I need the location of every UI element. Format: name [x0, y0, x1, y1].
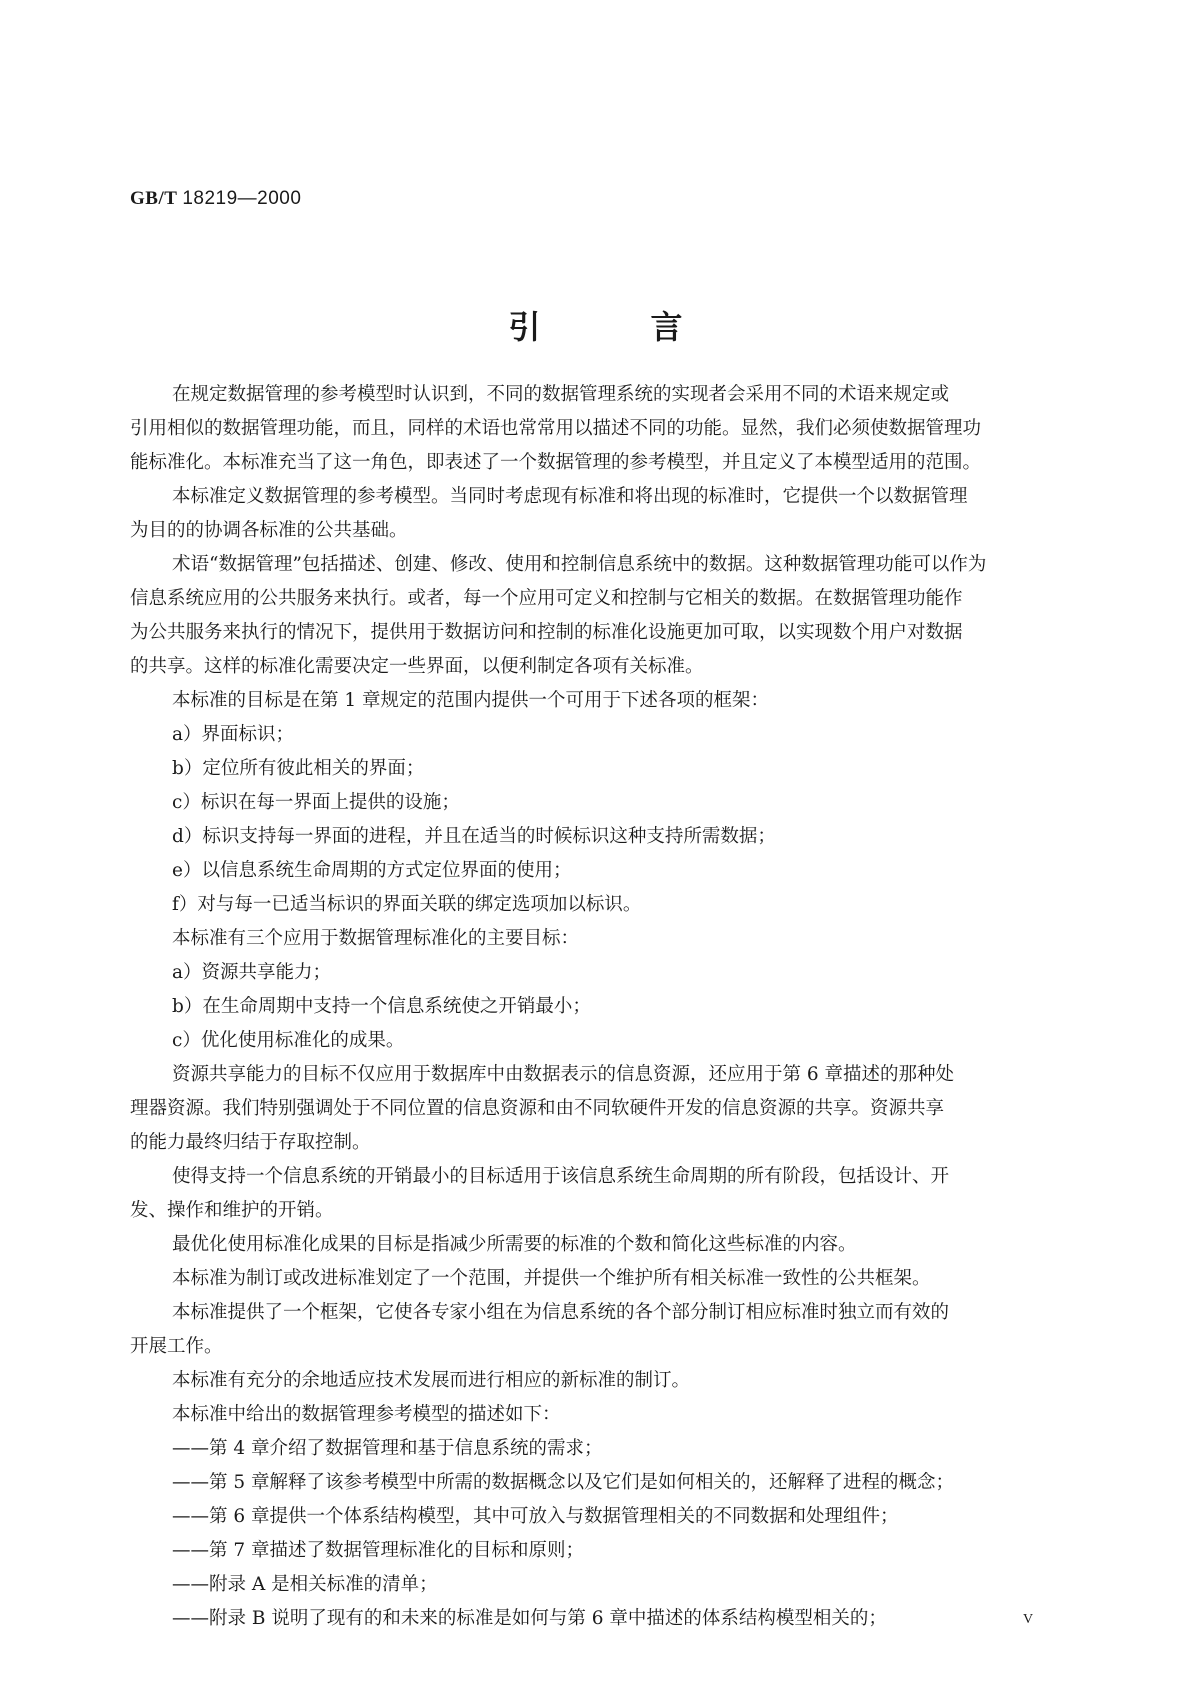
text-line: 本标准的目标是在第 1 章规定的范围内提供一个可用于下述各项的框架：: [172, 690, 770, 711]
body-text: [130, 378, 1060, 1636]
text-line: 本标准定义数据管理的参考模型。当同时考虑现有标准和将出现的标准时，它提供一个以数据管理: [172, 486, 968, 507]
text-line: c）标识在每一界面上提供的设施；: [172, 792, 460, 813]
text-line: 本标准有充分的余地适应技术发展而进行相应的新标准的制订。: [172, 1370, 691, 1391]
text-line: 本标准中给出的数据管理参考模型的描述如下：: [172, 1404, 561, 1425]
text-line: 本标准提供了一个框架，它使各专家小组在为信息系统的各个部分制订相应标准时独立而有效的: [172, 1302, 950, 1323]
text-line: 本标准有三个应用于数据管理标准化的主要目标：: [172, 928, 580, 949]
text-line: c）优化使用标准化的成果。: [172, 1030, 405, 1051]
text-line: 在规定数据管理的参考模型时认识到，不同的数据管理系统的实现者会采用不同的术语来规定或: [172, 384, 950, 405]
text-line: 能标准化。本标准充当了这一角色，即表述了一个数据管理的参考模型，并且定义了本模型适用的范围。: [130, 452, 982, 473]
text-line: 使得支持一个信息系统的开销最小的目标适用于该信息系统生命周期的所有阶段，包括设计、开: [172, 1166, 950, 1187]
text-line: 引用相似的数据管理功能，而且，同样的术语也常常用以描述不同的功能。显然，我们必须使数据管理功: [130, 418, 982, 439]
text-line: 最优化使用标准化成果的目标是指减少所需要的标准的个数和简化这些标准的内容。: [172, 1234, 857, 1255]
text-line: ——第 7 章描述了数据管理标准化的目标和原则；: [172, 1540, 585, 1561]
text-line: ——附录 B 说明了现有的和未来的标准是如何与第 6 章中描述的体系结构模型相关的；: [172, 1608, 887, 1629]
text-line: d）标识支持每一界面的进程，并且在适当的时候标识这种支持所需数据；: [172, 826, 776, 847]
text-line: 为公共服务来执行的情况下，提供用于数据访问和控制的标准化设施更加可取，以实现数个用户对数据: [130, 622, 963, 643]
text-line: 术语“数据管理”包括描述、创建、修改、使用和控制信息系统中的数据。这种数据管理功能可以作为: [172, 554, 987, 575]
text-line: 信息系统应用的公共服务来执行。或者，每一个应用可定义和控制与它相关的数据。在数据管理功能作: [130, 588, 963, 609]
text-line: 本标准为制订或改进标准划定了一个范围，并提供一个维护所有相关标准一致性的公共框架。: [172, 1268, 931, 1289]
page-title: 引言: [508, 308, 793, 346]
text-line: a）界面标识；: [172, 724, 295, 745]
text-line: b）定位所有彼此相关的界面；: [172, 758, 425, 779]
text-line: 的共享。这样的标准化需要决定一些界面，以便利制定各项有关标准。: [130, 656, 704, 677]
text-line: 资源共享能力的目标不仅应用于数据库中由数据表示的信息资源，还应用于第 6 章描述的那种处: [172, 1064, 955, 1085]
text-line: e）以信息系统生命周期的方式定位界面的使用；: [172, 860, 572, 881]
text-line: ——第 4 章介绍了数据管理和基于信息系统的需求；: [172, 1438, 603, 1459]
text-line: 开展工作。: [130, 1336, 223, 1357]
standard-prefix: GB/T: [130, 188, 178, 209]
text-line: a）资源共享能力；: [172, 962, 332, 983]
text-line: 的能力最终归结于存取控制。: [130, 1132, 371, 1153]
standard-number: 18219—2000: [182, 188, 302, 209]
text-line: 理器资源。我们特别强调处于不同位置的信息资源和由不同软硬件开发的信息资源的共享。资源共享: [130, 1098, 945, 1119]
text-line: ——第 6 章提供一个体系结构模型，其中可放入与数据管理相关的不同数据和处理组件；: [172, 1506, 899, 1527]
text-line: f）对与每一已适当标识的界面关联的绑定选项加以标识。: [172, 894, 642, 915]
text-line: b）在生命周期中支持一个信息系统使之开销最小；: [172, 996, 591, 1017]
text-line: ——第 5 章解释了该参考模型中所需的数据概念以及它们是如何相关的，还解释了进程的概念；: [172, 1472, 955, 1493]
text-line: 发、操作和维护的开销。: [130, 1200, 334, 1221]
page-number: V: [1023, 1612, 1034, 1627]
text-line: 为目的的协调各标准的公共基础。: [130, 520, 408, 541]
standard-code-header: [130, 188, 301, 210]
text-line: ——附录 A 是相关标准的清单；: [172, 1574, 438, 1595]
